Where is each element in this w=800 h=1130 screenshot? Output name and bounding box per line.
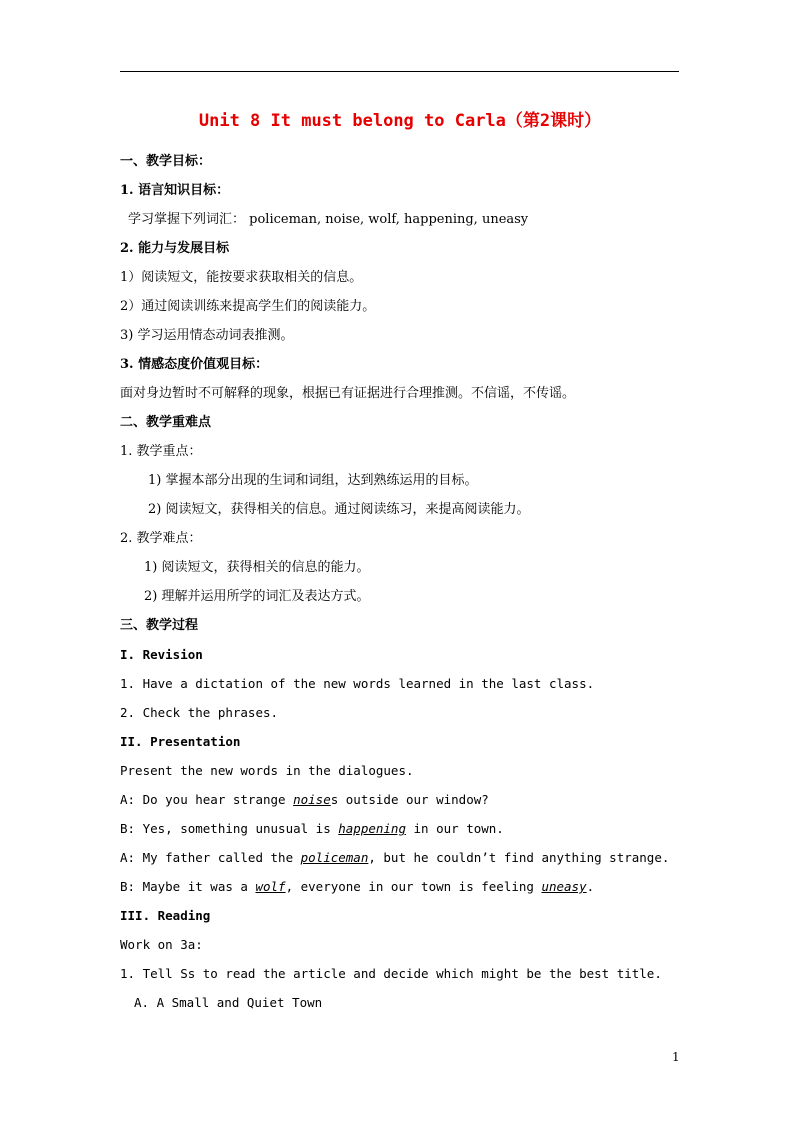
dialogue-line: [120, 878, 594, 896]
page-title: Unit 8 It must belong to Carla（第2课时）: [198, 111, 602, 131]
dialogue-text: s outside our window?: [330, 792, 489, 807]
obj1-text: 学习掌握下列词汇： policeman, noise, wolf, happening, uneasy: [128, 212, 529, 227]
dialogue-line: [120, 791, 489, 809]
obj2-item: 3) 学习运用情态动词表推测。: [120, 328, 294, 343]
presentation-intro: Present the new words in the dialogues.: [120, 763, 414, 778]
vocab-word: uneasy: [541, 879, 587, 894]
reading-option: A. A Small and Quiet Town: [134, 995, 323, 1010]
dialogue-text: in our town.: [405, 821, 504, 836]
obj1-heading: 1. 语言知识目标：: [120, 183, 230, 198]
dialogue-line: [120, 849, 669, 867]
reading-task: 1. Tell Ss to read the article and decide which might be the best title.: [120, 966, 662, 981]
obj2-item: 2）通过阅读训练来提高学生们的阅读能力。: [120, 299, 376, 314]
difficulty-item: 1) 阅读短文，获得相关的信息的能力。: [144, 560, 370, 575]
vocab-word: wolf: [255, 879, 286, 894]
dialogue-text: , everyone in our town is feeling: [285, 879, 542, 894]
process-heading: 三、教学过程: [120, 618, 199, 633]
objectives-heading: 一、教学目标：: [120, 154, 212, 169]
revision-item: 2. Check the phrases.: [120, 705, 279, 720]
keypoints-heading: 二、教学重难点: [120, 415, 212, 430]
revision-item: 1. Have a dictation of the new words learned in the last class.: [120, 676, 595, 691]
vocab-word: policeman: [300, 850, 369, 865]
presentation-heading: II. Presentation: [120, 734, 241, 749]
dialogue-line: [120, 820, 504, 838]
obj3-text: 面对身边暂时不可解释的现象，根据已有证据进行合理推测。不信谣，不传谣。: [120, 386, 576, 401]
header-rule: [120, 71, 679, 72]
revision-heading: I. Revision: [120, 647, 203, 662]
dialogue-text: B: Maybe it was a: [120, 879, 256, 894]
obj3-heading: 3. 情感态度价值观目标：: [120, 357, 269, 372]
dialogue-text: A: Do you hear strange: [120, 792, 294, 807]
key-focus-item: 1) 掌握本部分出现的生词和词组，达到熟练运用的目标。: [148, 473, 478, 488]
dialogue-text: , but he couldn’t find anything strange.: [368, 850, 670, 865]
vocab-word: happening: [338, 821, 406, 836]
difficulty-label: 2. 教学难点：: [120, 531, 202, 546]
difficulty-item: 2) 理解并运用所学的词汇及表达方式。: [144, 589, 370, 604]
key-focus-item: 2) 阅读短文，获得相关的信息。通过阅读练习，来提高阅读能力。: [148, 502, 530, 517]
dialogue-text: .: [586, 879, 595, 894]
vocab-word: noise: [293, 792, 331, 807]
reading-heading: III. Reading: [120, 908, 211, 923]
dialogue-text: B: Yes, something unusual is: [120, 821, 339, 836]
obj2-item: 1）阅读短文，能按要求获取相关的信息。: [120, 270, 363, 285]
obj2-heading: 2. 能力与发展目标: [120, 241, 230, 256]
dialogue-text: A: My father called the: [120, 850, 301, 865]
page-number: 1: [672, 1050, 680, 1064]
reading-intro: Work on 3a:: [120, 937, 203, 952]
key-focus-label: 1. 教学重点：: [120, 444, 202, 459]
